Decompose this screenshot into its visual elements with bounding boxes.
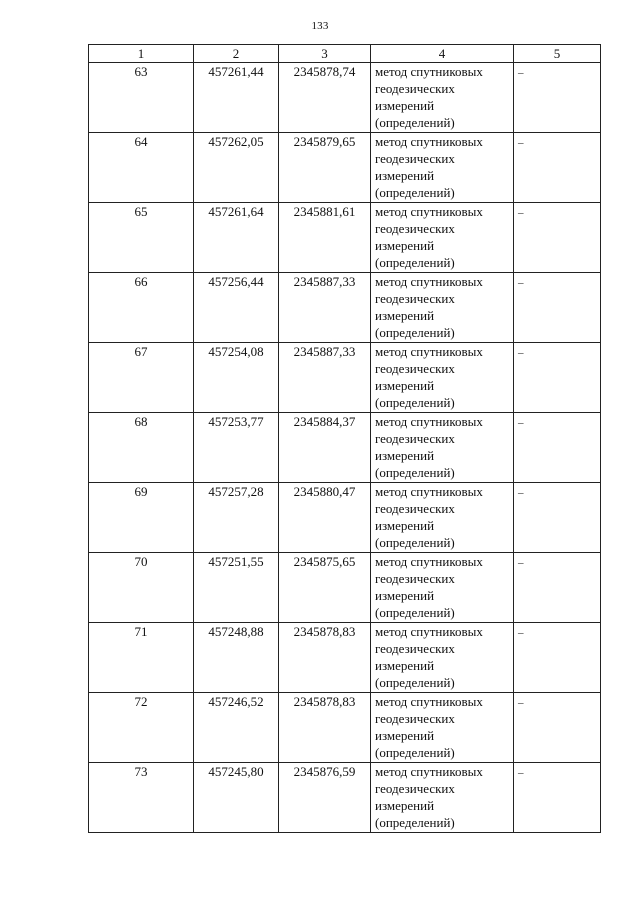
method-text-line: (определений) [375, 605, 455, 620]
method-cell [371, 133, 514, 203]
method-text-line: геодезических [375, 571, 455, 586]
column-header-3: 3 [279, 45, 371, 63]
table-row [89, 273, 601, 343]
table-header-row [89, 45, 601, 63]
y-coordinate-cell: 2345884,37 [279, 413, 371, 483]
note-cell [514, 413, 601, 483]
table-row [89, 693, 601, 763]
point-number-cell: 65 [89, 203, 194, 273]
method-text-line: измерений [375, 448, 435, 463]
method-text-line: (определений) [375, 745, 455, 760]
point-number-cell: 69 [89, 483, 194, 553]
method-text-line: геодезических [375, 291, 455, 306]
method-text-line: (определений) [375, 185, 455, 200]
method-text-line: измерений [375, 308, 435, 323]
method-text-line: измерений [375, 728, 435, 743]
table-row [89, 763, 601, 833]
x-coordinate-cell: 457245,80 [194, 763, 279, 833]
x-coordinate-cell: 457251,55 [194, 553, 279, 623]
note-dash: – [518, 487, 524, 499]
method-text-line: метод спутниковых [375, 554, 483, 569]
table-body [89, 63, 601, 833]
note-cell [514, 343, 601, 413]
note-cell [514, 553, 601, 623]
x-coordinate-cell: 457256,44 [194, 273, 279, 343]
column-header-1: 1 [89, 45, 194, 63]
x-coordinate-cell: 457261,44 [194, 63, 279, 133]
method-text-line: геодезических [375, 501, 455, 516]
method-text-line: метод спутниковых [375, 134, 483, 149]
table-row [89, 413, 601, 483]
method-text-line: метод спутниковых [375, 64, 483, 79]
point-number-cell: 66 [89, 273, 194, 343]
table-row [89, 133, 601, 203]
method-text-line: метод спутниковых [375, 344, 483, 359]
method-text-line: (определений) [375, 395, 455, 410]
method-cell [371, 203, 514, 273]
method-text-line: геодезических [375, 781, 455, 796]
point-number-cell: 67 [89, 343, 194, 413]
note-dash: – [518, 627, 524, 639]
y-coordinate-cell: 2345881,61 [279, 203, 371, 273]
method-cell [371, 693, 514, 763]
method-text-line: метод спутниковых [375, 414, 483, 429]
method-text-line: геодезических [375, 431, 455, 446]
column-header-4: 4 [371, 45, 514, 63]
y-coordinate-cell: 2345887,33 [279, 273, 371, 343]
note-dash: – [518, 67, 524, 79]
point-number-cell: 72 [89, 693, 194, 763]
method-text-line: геодезических [375, 641, 455, 656]
method-text-line: (определений) [375, 465, 455, 480]
method-text-line: (определений) [375, 115, 455, 130]
note-cell [514, 693, 601, 763]
method-text-line: метод спутниковых [375, 274, 483, 289]
y-coordinate-cell: 2345876,59 [279, 763, 371, 833]
note-dash: – [518, 347, 524, 359]
page-number: 133 [311, 20, 329, 32]
method-text-line: метод спутниковых [375, 764, 483, 779]
table-row [89, 203, 601, 273]
note-cell [514, 623, 601, 693]
method-text-line: измерений [375, 518, 435, 533]
method-text-line: (определений) [375, 535, 455, 550]
x-coordinate-cell: 457253,77 [194, 413, 279, 483]
y-coordinate-cell: 2345878,83 [279, 693, 371, 763]
y-coordinate-cell: 2345878,83 [279, 623, 371, 693]
method-text-line: измерений [375, 658, 435, 673]
y-coordinate-cell: 2345880,47 [279, 483, 371, 553]
x-coordinate-cell: 457262,05 [194, 133, 279, 203]
x-coordinate-cell: 457246,52 [194, 693, 279, 763]
x-coordinate-cell: 457248,88 [194, 623, 279, 693]
point-number-cell: 64 [89, 133, 194, 203]
method-text-line: метод спутниковых [375, 624, 483, 639]
method-cell [371, 483, 514, 553]
note-cell [514, 483, 601, 553]
note-dash: – [518, 557, 524, 569]
method-text-line: метод спутниковых [375, 694, 483, 709]
point-number-cell: 70 [89, 553, 194, 623]
method-text-line: (определений) [375, 325, 455, 340]
method-text-line: измерений [375, 378, 435, 393]
coordinates-table [88, 44, 601, 833]
method-cell [371, 63, 514, 133]
point-number-cell: 71 [89, 623, 194, 693]
note-dash: – [518, 417, 524, 429]
table-row [89, 63, 601, 133]
x-coordinate-cell: 457261,64 [194, 203, 279, 273]
method-text-line: геодезических [375, 151, 455, 166]
method-text-line: (определений) [375, 675, 455, 690]
column-header-2: 2 [194, 45, 279, 63]
note-dash: – [518, 277, 524, 289]
method-text-line: геодезических [375, 361, 455, 376]
method-text-line: геодезических [375, 711, 455, 726]
table-row [89, 343, 601, 413]
y-coordinate-cell: 2345879,65 [279, 133, 371, 203]
method-text-line: (определений) [375, 255, 455, 270]
method-cell [371, 273, 514, 343]
note-cell [514, 63, 601, 133]
method-text-line: метод спутниковых [375, 204, 483, 219]
point-number-cell: 63 [89, 63, 194, 133]
method-cell [371, 623, 514, 693]
method-text-line: измерений [375, 588, 435, 603]
method-text-line: измерений [375, 798, 435, 813]
table-row [89, 483, 601, 553]
method-text-line: геодезических [375, 81, 455, 96]
point-number-cell: 73 [89, 763, 194, 833]
method-cell [371, 763, 514, 833]
method-cell [371, 413, 514, 483]
y-coordinate-cell: 2345878,74 [279, 63, 371, 133]
x-coordinate-cell: 457254,08 [194, 343, 279, 413]
method-text-line: (определений) [375, 815, 455, 830]
note-dash: – [518, 767, 524, 779]
method-text-line: измерений [375, 98, 435, 113]
table-row [89, 623, 601, 693]
point-number-cell: 68 [89, 413, 194, 483]
method-cell [371, 553, 514, 623]
table-row [89, 553, 601, 623]
note-dash: – [518, 137, 524, 149]
y-coordinate-cell: 2345875,65 [279, 553, 371, 623]
method-cell [371, 343, 514, 413]
x-coordinate-cell: 457257,28 [194, 483, 279, 553]
note-dash: – [518, 697, 524, 709]
method-text-line: измерений [375, 238, 435, 253]
method-text-line: метод спутниковых [375, 484, 483, 499]
y-coordinate-cell: 2345887,33 [279, 343, 371, 413]
note-cell [514, 203, 601, 273]
note-dash: – [518, 207, 524, 219]
note-cell [514, 273, 601, 343]
method-text-line: измерений [375, 168, 435, 183]
column-header-5: 5 [514, 45, 601, 63]
note-cell [514, 763, 601, 833]
method-text-line: геодезических [375, 221, 455, 236]
note-cell [514, 133, 601, 203]
